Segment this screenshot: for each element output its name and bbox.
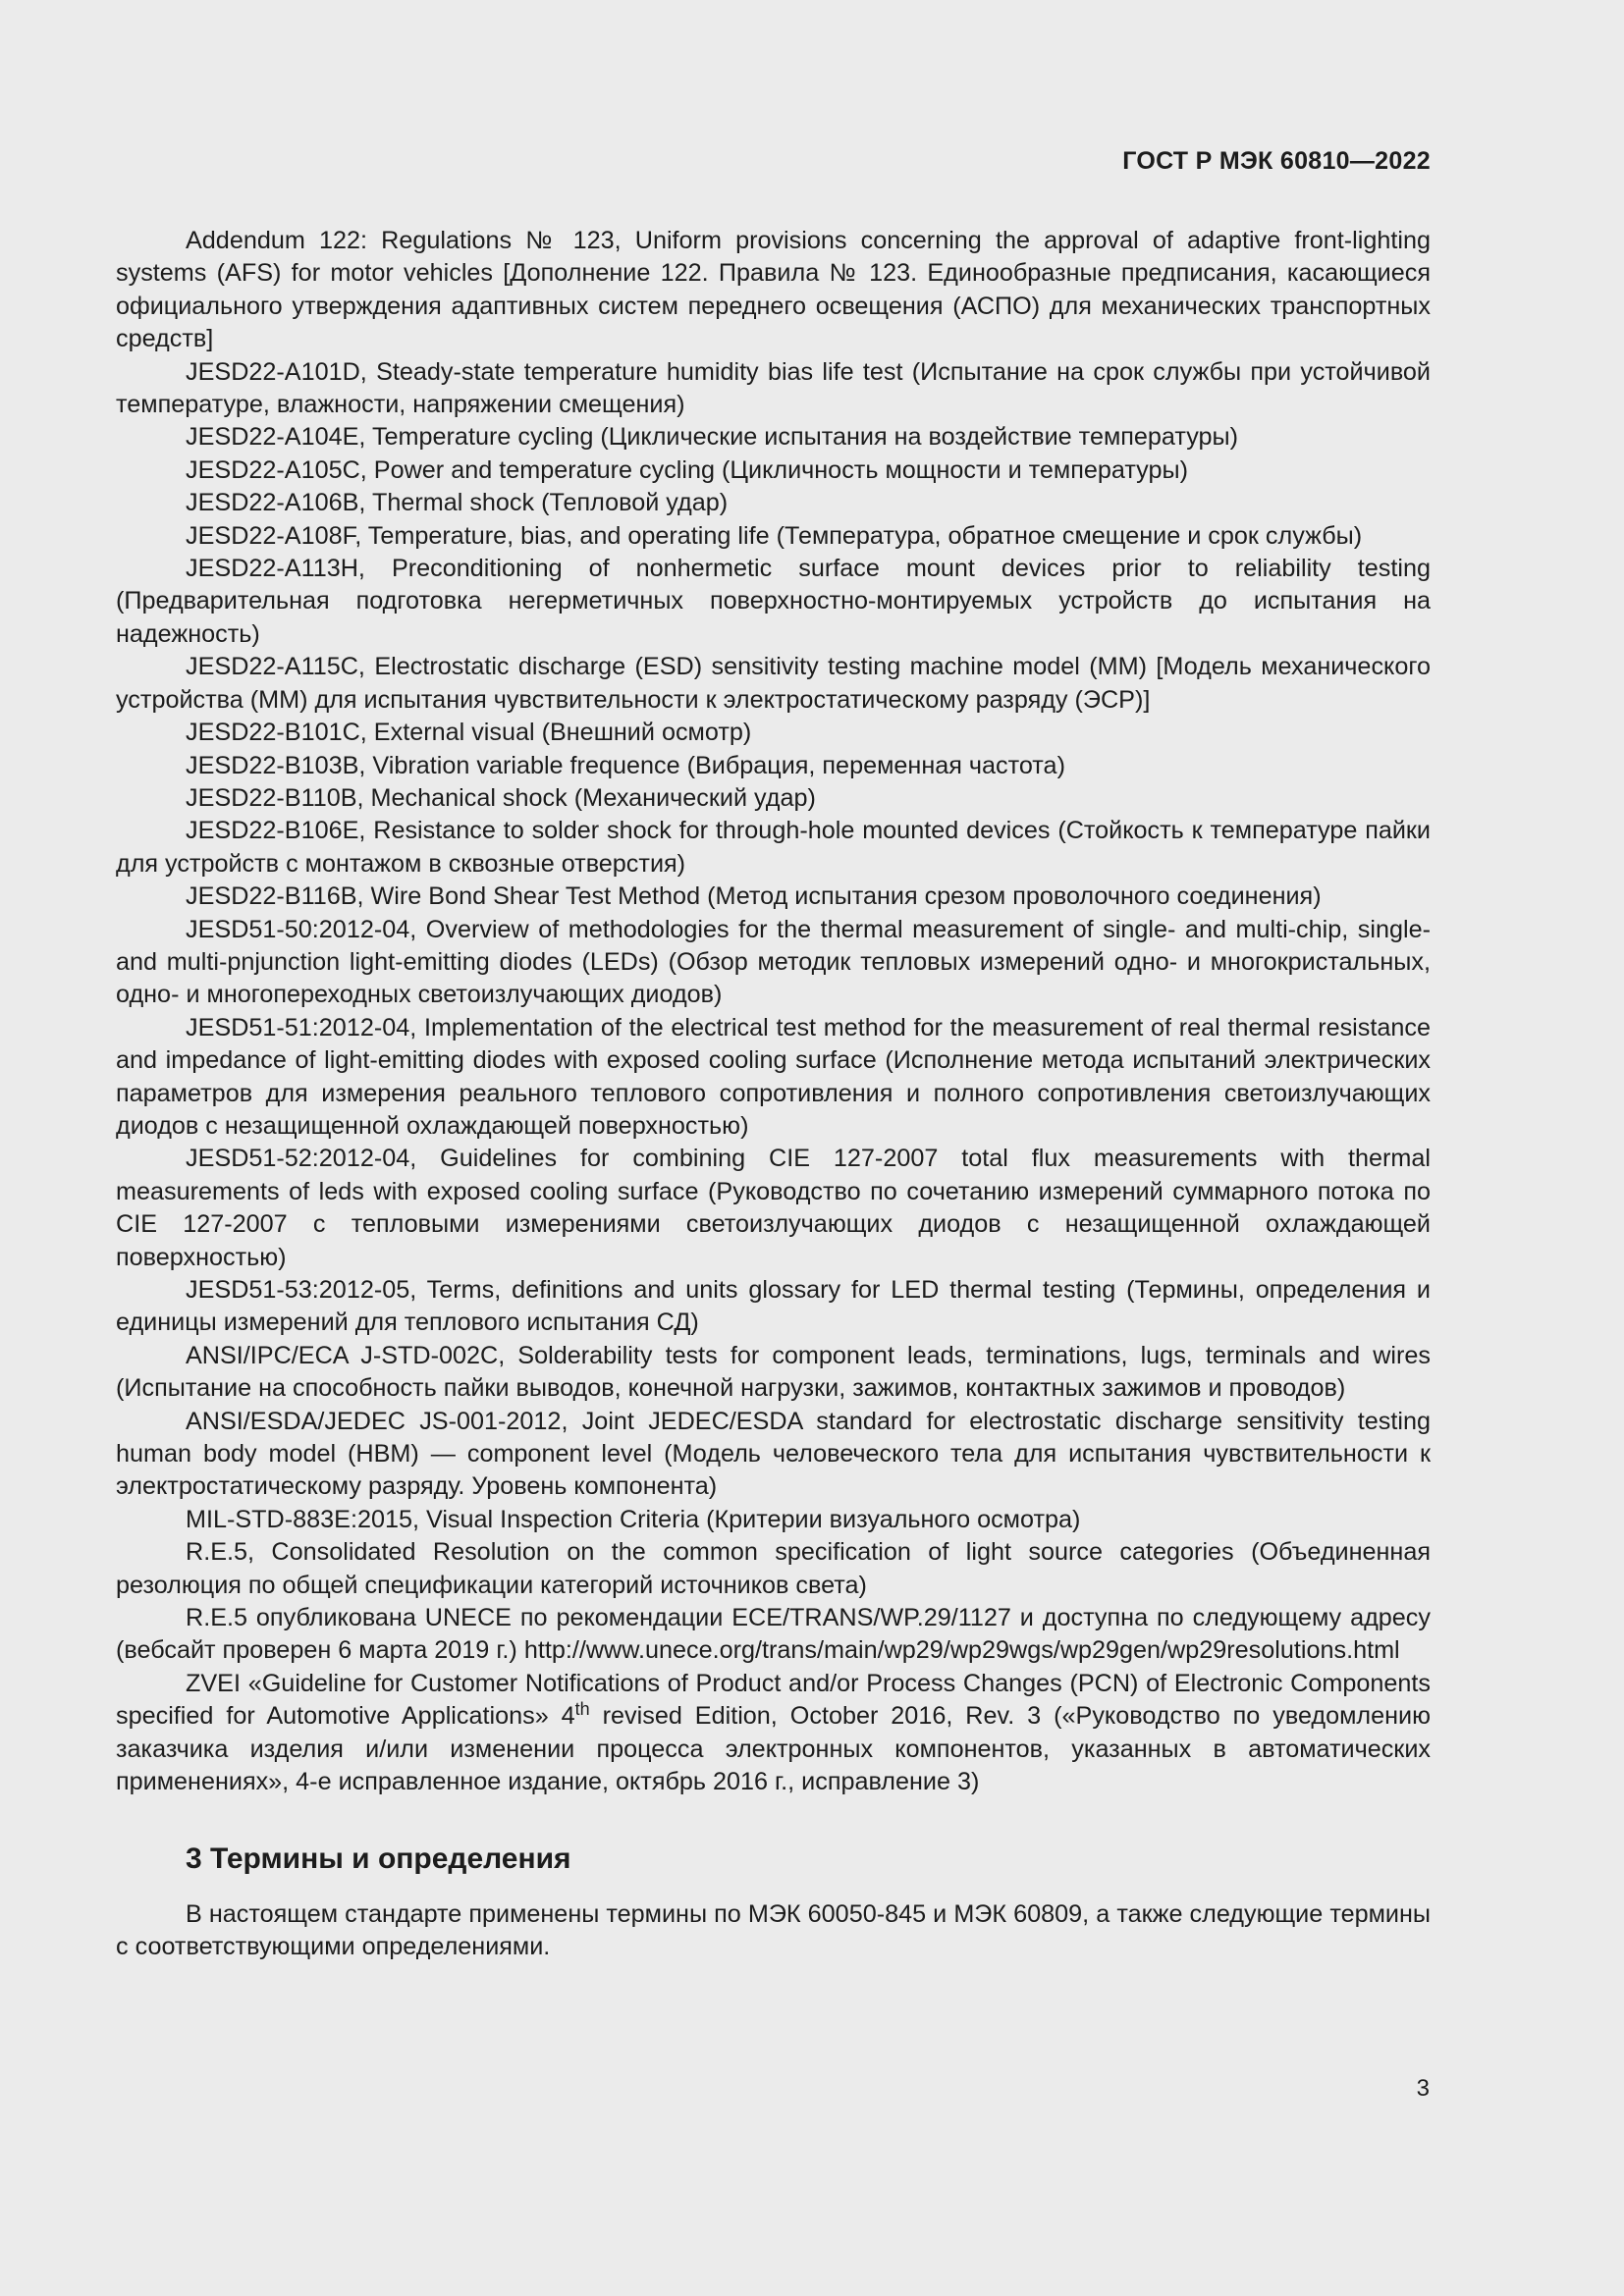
reference-item: MIL-STD-883E:2015, Visual Inspection Criteria (Критерии визуального осмотра) [186, 1505, 1081, 1533]
reference-item: JESD22-A113H, Preconditioning of nonhermetic surface mount devices prior to reliability testing (Предварительная подготовка негерметичных поверхностно-монтируемых устройств до испытания на надежность) [116, 555, 1431, 648]
reference-item: JESD22-B103B, Vibration variable frequence (Вибрация, переменная частота) [186, 751, 1065, 779]
document-header-standard-id: ГОСТ Р МЭК 60810—2022 [1122, 147, 1431, 175]
reference-item: JESD22-B110B, Mechanical shock (Механический удар) [186, 783, 816, 812]
page-number: 3 [1416, 2075, 1430, 2102]
reference-item: JESD22-B116B, Wire Bond Shear Test Method (Метод испытания срезом проволочного соединения) [186, 882, 1322, 911]
reference-item: JESD22-A108F, Temperature, bias, and operating life (Температура, обратное смещение и срок службы) [186, 521, 1363, 550]
zvei-text-end: revised Edition, October 2016, Rev. 3 («Руководство по уведомлению заказчика изделия и/или изменении процесса электронных компонентов, указанных в автоматических применениях», 4-е исправленное издание, октябрь 2016 г., исправление 3) [116, 1702, 1432, 1796]
reference-item: JESD51-50:2012-04, Overview of methodologies for the thermal measurement of single- and multi-chip, single- and multi-pnjunction light-emitting diodes (LEDs) (Обзор методик тепловых измерений одно- и многокристальных, одно- и многопереходных светоизлучающих диодов) [116, 915, 1431, 1009]
reference-item: JESD51-51:2012-04, Implementation of the electrical test method for the measurement of real thermal resistance and impedance of light-emitting diodes with exposed cooling surface (Исполнение метода испытаний электрических параметров для измерения реального теплового сопротивления и полного сопротивления светоизлучающих диодов с незащищенной охлаждающей поверхностью) [116, 1013, 1432, 1140]
zvei-text-start: ZVEI «Guideline for Customer Notifications of Product and/or Process Changes (PCN) of Electronic Components specified for Automotive Applications» 4 [116, 1669, 1431, 1731]
reference-item: JESD22-A104E, Temperature cycling (Циклические испытания на воздействие температуры) [186, 423, 1239, 452]
reference-item: ANSI/IPC/ECA J-STD-002C, Solderability tests for component leads, terminations, lugs, terminals and wires (Испытание на способность пайки выводов, конечной нагрузки, зажимов, контактных зажимов и проводов) [116, 1341, 1431, 1403]
references-list [116, 225, 1431, 1799]
reference-item: JESD22-A105C, Power and temperature cycling (Цикличность мощности и температуры) [186, 455, 1188, 484]
reference-item: JESD22-B101C, External visual (Внешний осмотр) [186, 719, 752, 747]
section-paragraph: В настоящем стандарте применены термины по МЭК 60050-845 и МЭК 60809, а также следующие термины с соответствующими определениями. [116, 1899, 1431, 1960]
document-body [116, 225, 1431, 1963]
reference-item: JESD51-52:2012-04, Guidelines for combining CIE 127-2007 total flux measurements with thermal measurements of leds with exposed cooling surface (Руководство по сочетанию измерений суммарного потока по CIE 127-2007 с тепловыми измерениями светоизлучающих диодов с незащищенной охлаждающей поверхностью) [116, 1145, 1431, 1271]
zvei-superscript: th [574, 1699, 590, 1720]
reference-item-zvei [116, 1668, 1431, 1799]
section-title: 3 Термины и определения [186, 1842, 571, 1875]
reference-item: JESD51-53:2012-05, Terms, definitions and units glossary for LED thermal testing (Термины, определения и единицы измерений для теплового испытания СД) [116, 1276, 1431, 1337]
reference-item: JESD22-A101D, Steady-state temperature humidity bias life test (Испытание на срок службы при устойчивой температуре, влажности, напряжении смещения) [116, 357, 1431, 419]
reference-item: R.E.5, Consolidated Resolution on the common specification of light source categories (Объединенная резолюция по общей спецификации категорий источников света) [116, 1538, 1431, 1599]
reference-item: JESD22-B106E, Resistance to solder shock for through-hole mounted devices (Стойкость к температуре пайки для устройств с монтажом в сквозные отверстия) [116, 817, 1431, 878]
reference-item: R.E.5 опубликована UNECE по рекомендации ECE/TRANS/WP.29/1127 и доступна по следующему адресу (вебсайт проверен 6 марта 2019 г.) http://www.unece.org/trans/main/wp29/wp29wgs/wp29gen/wp29resolutions.html [116, 1604, 1431, 1665]
reference-item: JESD22-A115C, Electrostatic discharge (ESD) sensitivity testing machine model (MM) [Модель механического устройства (MM) для испытания чувствительности к электростатическому разряду (ЭСР)] [116, 653, 1431, 714]
reference-item: Addendum 122: Regulations № 123, Uniform provisions concerning the approval of adaptive front-lighting systems (AFS) for motor vehicles [Дополнение 122. Правила № 123. Единообразные предписания, касающиеся официального утверждения адаптивных систем переднего освещения (АСПО) для механических транспортных средств] [116, 227, 1431, 353]
reference-item: JESD22-A106B, Thermal shock (Тепловой удар) [186, 489, 729, 517]
reference-item: ANSI/ESDA/JEDEC JS-001-2012, Joint JEDEC/ESDA standard for electrostatic discharge sensitivity testing human body model (HBM) — component level (Модель человеческого тела для испытания чувствительности к электростатическому разряду. Уровень компонента) [116, 1407, 1431, 1501]
